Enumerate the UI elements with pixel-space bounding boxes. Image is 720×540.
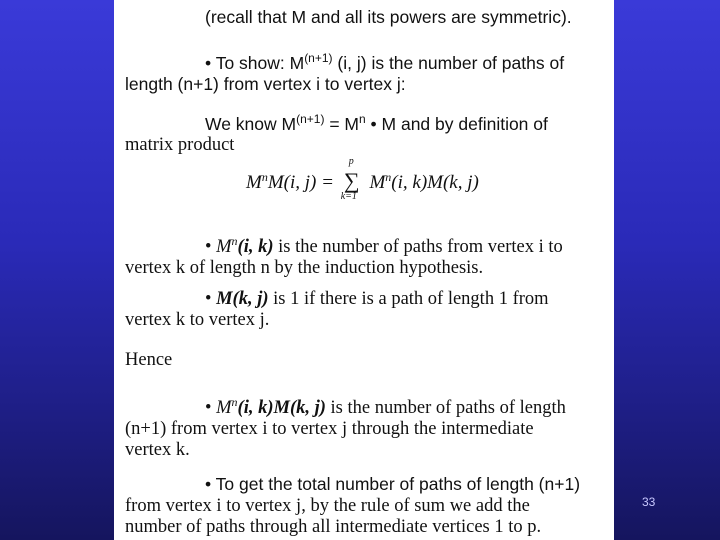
bullet: • bbox=[205, 398, 212, 418]
to-show-paragraph: • To show: $M^{(n+1)}$ (i, j) is the number of paths of length (n+1) from vertex i to vertex j: bbox=[125, 51, 565, 94]
mn-bullet-paragraph: • $M^n(i$, k) is the number of paths from vertex i to vertex k of length n by the induction hypothesis. bbox=[125, 234, 563, 278]
product-bullet-paragraph: • $M^n(i$, k)M(k, j) is the number of paths of length (n+1) from vertex i to vertex j through the intermediate vertex k. bbox=[125, 395, 566, 460]
mkj-bullet-paragraph: • M(k, j) is 1 if there is a path of length 1 from vertex k to vertex j. bbox=[125, 289, 549, 330]
slide-content-area bbox=[114, 0, 614, 540]
bullet: • bbox=[205, 289, 212, 309]
slide-number: 33 bbox=[642, 495, 656, 509]
bullet: • bbox=[205, 53, 212, 73]
hence-label: Hence bbox=[125, 350, 173, 370]
bullet: • bbox=[205, 237, 212, 257]
we-know-paragraph: We know $M^{(n+1)} = M^n$ • M and by definition of matrix product bbox=[125, 112, 548, 155]
bullet: • bbox=[205, 474, 212, 494]
recall-line: (recall that M and all its powers are symmetric). bbox=[205, 7, 572, 27]
total-bullet-paragraph: • To get the total number of paths of length (n+1) from vertex i to vertex j, by the rule of sum we add the number of paths through all intermediate vertices 1 to p. bbox=[125, 474, 581, 537]
summation-symbol: p ∑ k=1 bbox=[340, 156, 360, 202]
matrix-product-formula: $M^nM(i$, j) = p ∑ k=1 $M^n(i$, k)M(k, j) bbox=[246, 156, 479, 202]
